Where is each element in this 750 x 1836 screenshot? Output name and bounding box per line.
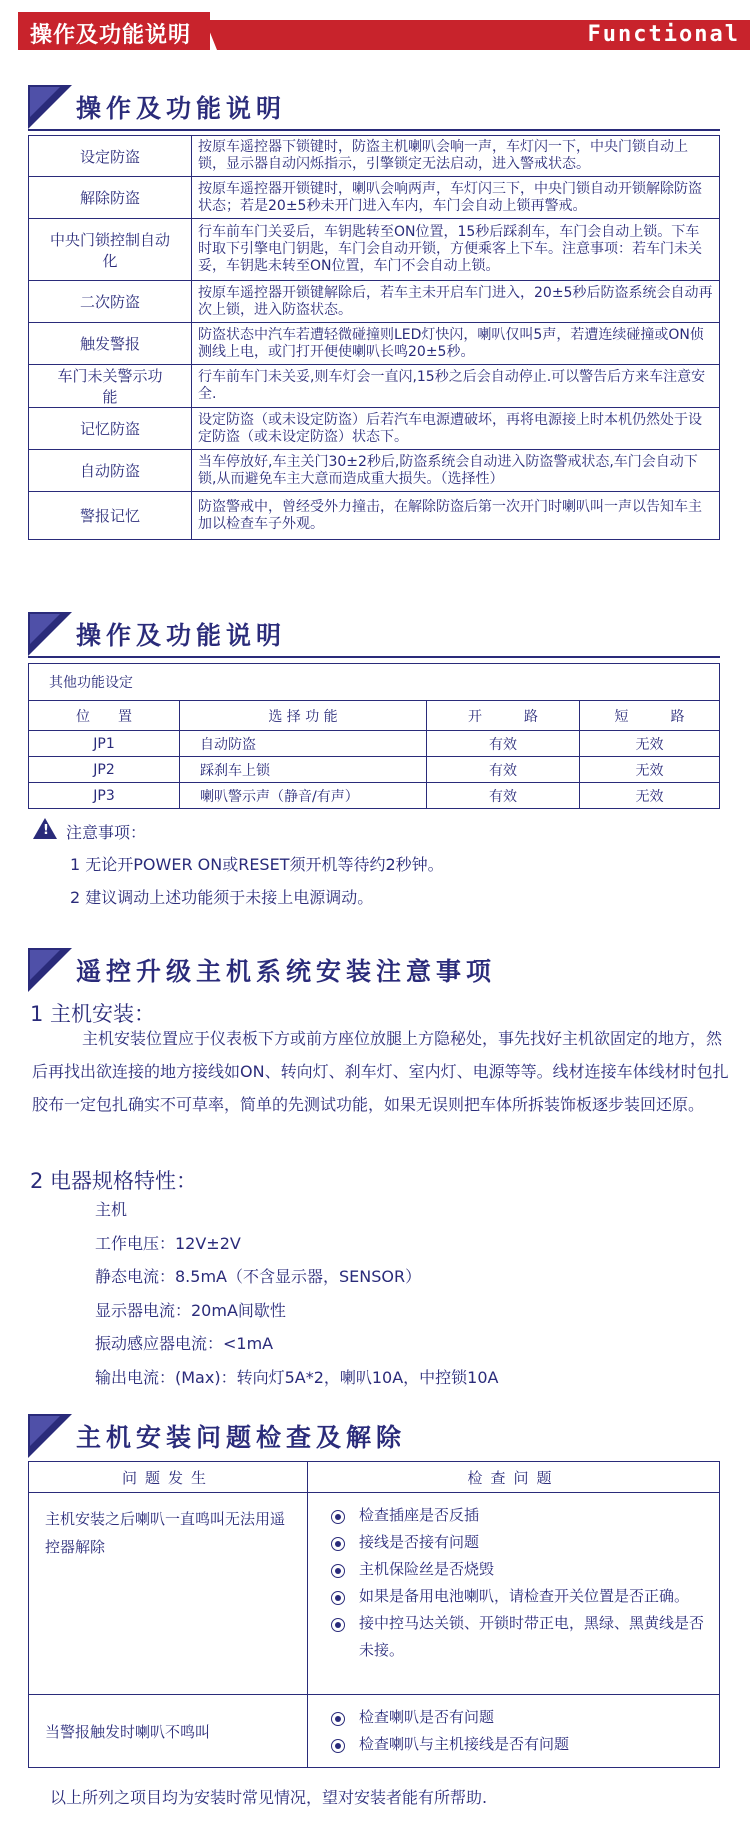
spec-item: 静态电流：8.5mA（不含显示器，SENSOR） — [95, 1267, 422, 1286]
list-item: 接中控马达关锁、开锁时带正电，黑绿、黑黄线是否未接。 — [331, 1610, 708, 1664]
list-item: 检查喇叭与主机接线是否有问题 — [331, 1731, 708, 1758]
section2-title: 操作及功能说明 — [76, 621, 287, 650]
bullet-icon — [331, 1618, 345, 1632]
bullet-icon — [331, 1564, 345, 1578]
table-row: 解除防盗 按原车遥控器开锁键时，喇叭会响两声，车灯闪三下，中央门锁自动开锁解除防盗状态；若是20±5秒未开门进入车内，车门会自动上锁再警戒。 — [29, 177, 720, 219]
table-row: JP2 踩刹车上锁 有效 无效 — [29, 757, 720, 783]
section2-header — [28, 612, 720, 658]
spec-item: 工作电压：12V±2V — [95, 1234, 241, 1253]
section4-title: 主机安装问题检查及解除 — [76, 1423, 407, 1452]
bullet-icon — [331, 1537, 345, 1551]
troubleshoot-table: 问题发生 检查问题 主机安装之后喇叭一直鸣叫无法用遥控器解除 检查插座是否反插 接线是否接有问题 主机保险丝是否烧毁 如果是备用电池喇叭，请检查开关位置是否正确。 接中控马达关锁、开锁时带正电，黑绿、黑黄线是否未接。 当警报触发时喇叭不鸣叫 检查喇叭是否有问题 检查喇叭与主机接线是否有问题 — [28, 1461, 720, 1768]
table-row: 二次防盗 按原车遥控器开锁键解除后，若车主未开启车门进入，20±5秒后防盗系统会自动再次上锁，进入防盗状态。 — [29, 281, 720, 323]
note-1: 1 无论开POWER ON或RESET须开机等待约2秒钟。 — [70, 855, 444, 874]
list-item: 接线是否接有问题 — [331, 1529, 708, 1556]
section1-header — [28, 85, 720, 131]
table-row: 车门未关警示功能 行车前车门未关妥,则车灯会一直闪,15秒之后会自动停止.可以警告后方来车注意安全. — [29, 365, 720, 408]
table-row: 警报记忆 防盗警戒中，曾经受外力撞击，在解除防盗后第一次开门时喇叭叫一声以告知车主加以检查车子外观。 — [29, 492, 720, 540]
spec-heading: 2 电器规格特性： — [30, 1169, 198, 1193]
list-item: 如果是备用电池喇叭，请检查开关位置是否正确。 — [331, 1583, 708, 1610]
section1-title: 操作及功能说明 — [76, 94, 287, 123]
top-banner — [0, 0, 750, 62]
note-2: 2 建议调动上述功能须于未接上电源调动。 — [70, 888, 374, 907]
table-row: 中央门锁控制自动化 行车前车门关妥后，车钥匙转至ON位置，15秒后踩刹车，车门会自动上锁。下车时取下引擎电门钥匙，车门会自动开锁，方便乘客上下车。注意事项：若车门未关妥，车钥匙未转至ON位置，车门不会自动上锁。 — [29, 219, 720, 281]
note-title: 注意事项： — [66, 823, 147, 842]
table-row: 设定防盗 按原车遥控器下锁键时，防盗主机喇叭会响一声，车灯闪一下，中央门锁自动上锁，显示器自动闪烁指示，引擎锁定无法启动，进入警戒状态。 — [29, 136, 720, 177]
install-heading: 1 主机安装： — [30, 1002, 156, 1026]
section4-header — [28, 1414, 720, 1460]
table-row: 当警报触发时喇叭不鸣叫 检查喇叭是否有问题 检查喇叭与主机接线是否有问题 — [29, 1695, 720, 1768]
list-item: 主机保险丝是否烧毁 — [331, 1556, 708, 1583]
section3-header — [28, 948, 720, 994]
spec-item: 主机 — [95, 1200, 128, 1219]
list-item: 检查插座是否反插 — [331, 1502, 708, 1529]
list-item: 检查喇叭是否有问题 — [331, 1704, 708, 1731]
table-row: JP1 自动防盗 有效 无效 — [29, 731, 720, 757]
banner-title: 操作及功能说明 — [30, 23, 192, 48]
table-row: 触发警报 防盗状态中汽车若遭轻微碰撞则LED灯快闪，喇叭仅叫5声，若遭连续碰撞或ON侦测线上电，或门打开便使喇叭长鸣20±5秒。 — [29, 323, 720, 365]
bullet-icon — [331, 1739, 345, 1753]
bullet-icon — [331, 1712, 345, 1726]
function-table — [28, 135, 720, 540]
table-row: 记忆防盗 设定防盗（或未设定防盗）后若汽车电源遭破坏，再将电源接上时本机仍然处于设定防盗（或未设定防盗）状态下。 — [29, 408, 720, 450]
spec-item: 输出电流：(Max)：转向灯5A*2，喇叭10A，中控锁10A — [95, 1368, 499, 1387]
section3-title: 遥控升级主机系统安装注意事项 — [76, 957, 497, 986]
footer-note: 以上所列之项目均为安装时常见情况，望对安装者能有所帮助. — [50, 1788, 488, 1807]
bullet-icon — [331, 1591, 345, 1605]
install-text: 主机安装位置应于仪表板下方或前方座位放腿上方隐秘处，事先找好主机欲固定的地方，然后再找出欲连接的地方接线如ON、转向灯、刹车灯、室内灯、电源等等。线材连接车体线材时包扎胶布一定包扎确实不可草率，简单的先测试功能，如果无误则把车体所拆装饰板逐步装回还原。 — [32, 1029, 729, 1114]
banner-left — [18, 12, 210, 50]
banner-functional: Functional — [587, 22, 740, 47]
spec-item: 振动感应器电流：<1mA — [95, 1334, 274, 1353]
jumper-table-title: 其他功能设定 — [29, 664, 720, 701]
table-row: JP3 喇叭警示声（静音/有声） 有效 无效 — [29, 783, 720, 809]
bullet-icon — [331, 1510, 345, 1524]
table-row: 自动防盗 当车停放好,车主关门30±2秒后,防盗系统会自动进入防盗警戒状态,车门会自动下锁,从而避免车主大意而造成重大损失。（选择性） — [29, 450, 720, 492]
jumper-table: 其他功能设定 位 置 选 择 功 能 开 路 短 路 JP1 自动防盗 有效 无效 JP2 踩刹车上锁 有效 无效 JP3 喇叭警示声（静音/有声） 有效 无效 — [28, 663, 720, 809]
spec-item: 显示器电流：20mA间歇性 — [95, 1301, 286, 1320]
banner-right — [226, 20, 750, 50]
table-row: 主机安装之后喇叭一直鸣叫无法用遥控器解除 检查插座是否反插 接线是否接有问题 主机保险丝是否烧毁 如果是备用电池喇叭，请检查开关位置是否正确。 接中控马达关锁、开锁时带正电，黑绿、黑黄线是否未接。 — [29, 1493, 720, 1695]
